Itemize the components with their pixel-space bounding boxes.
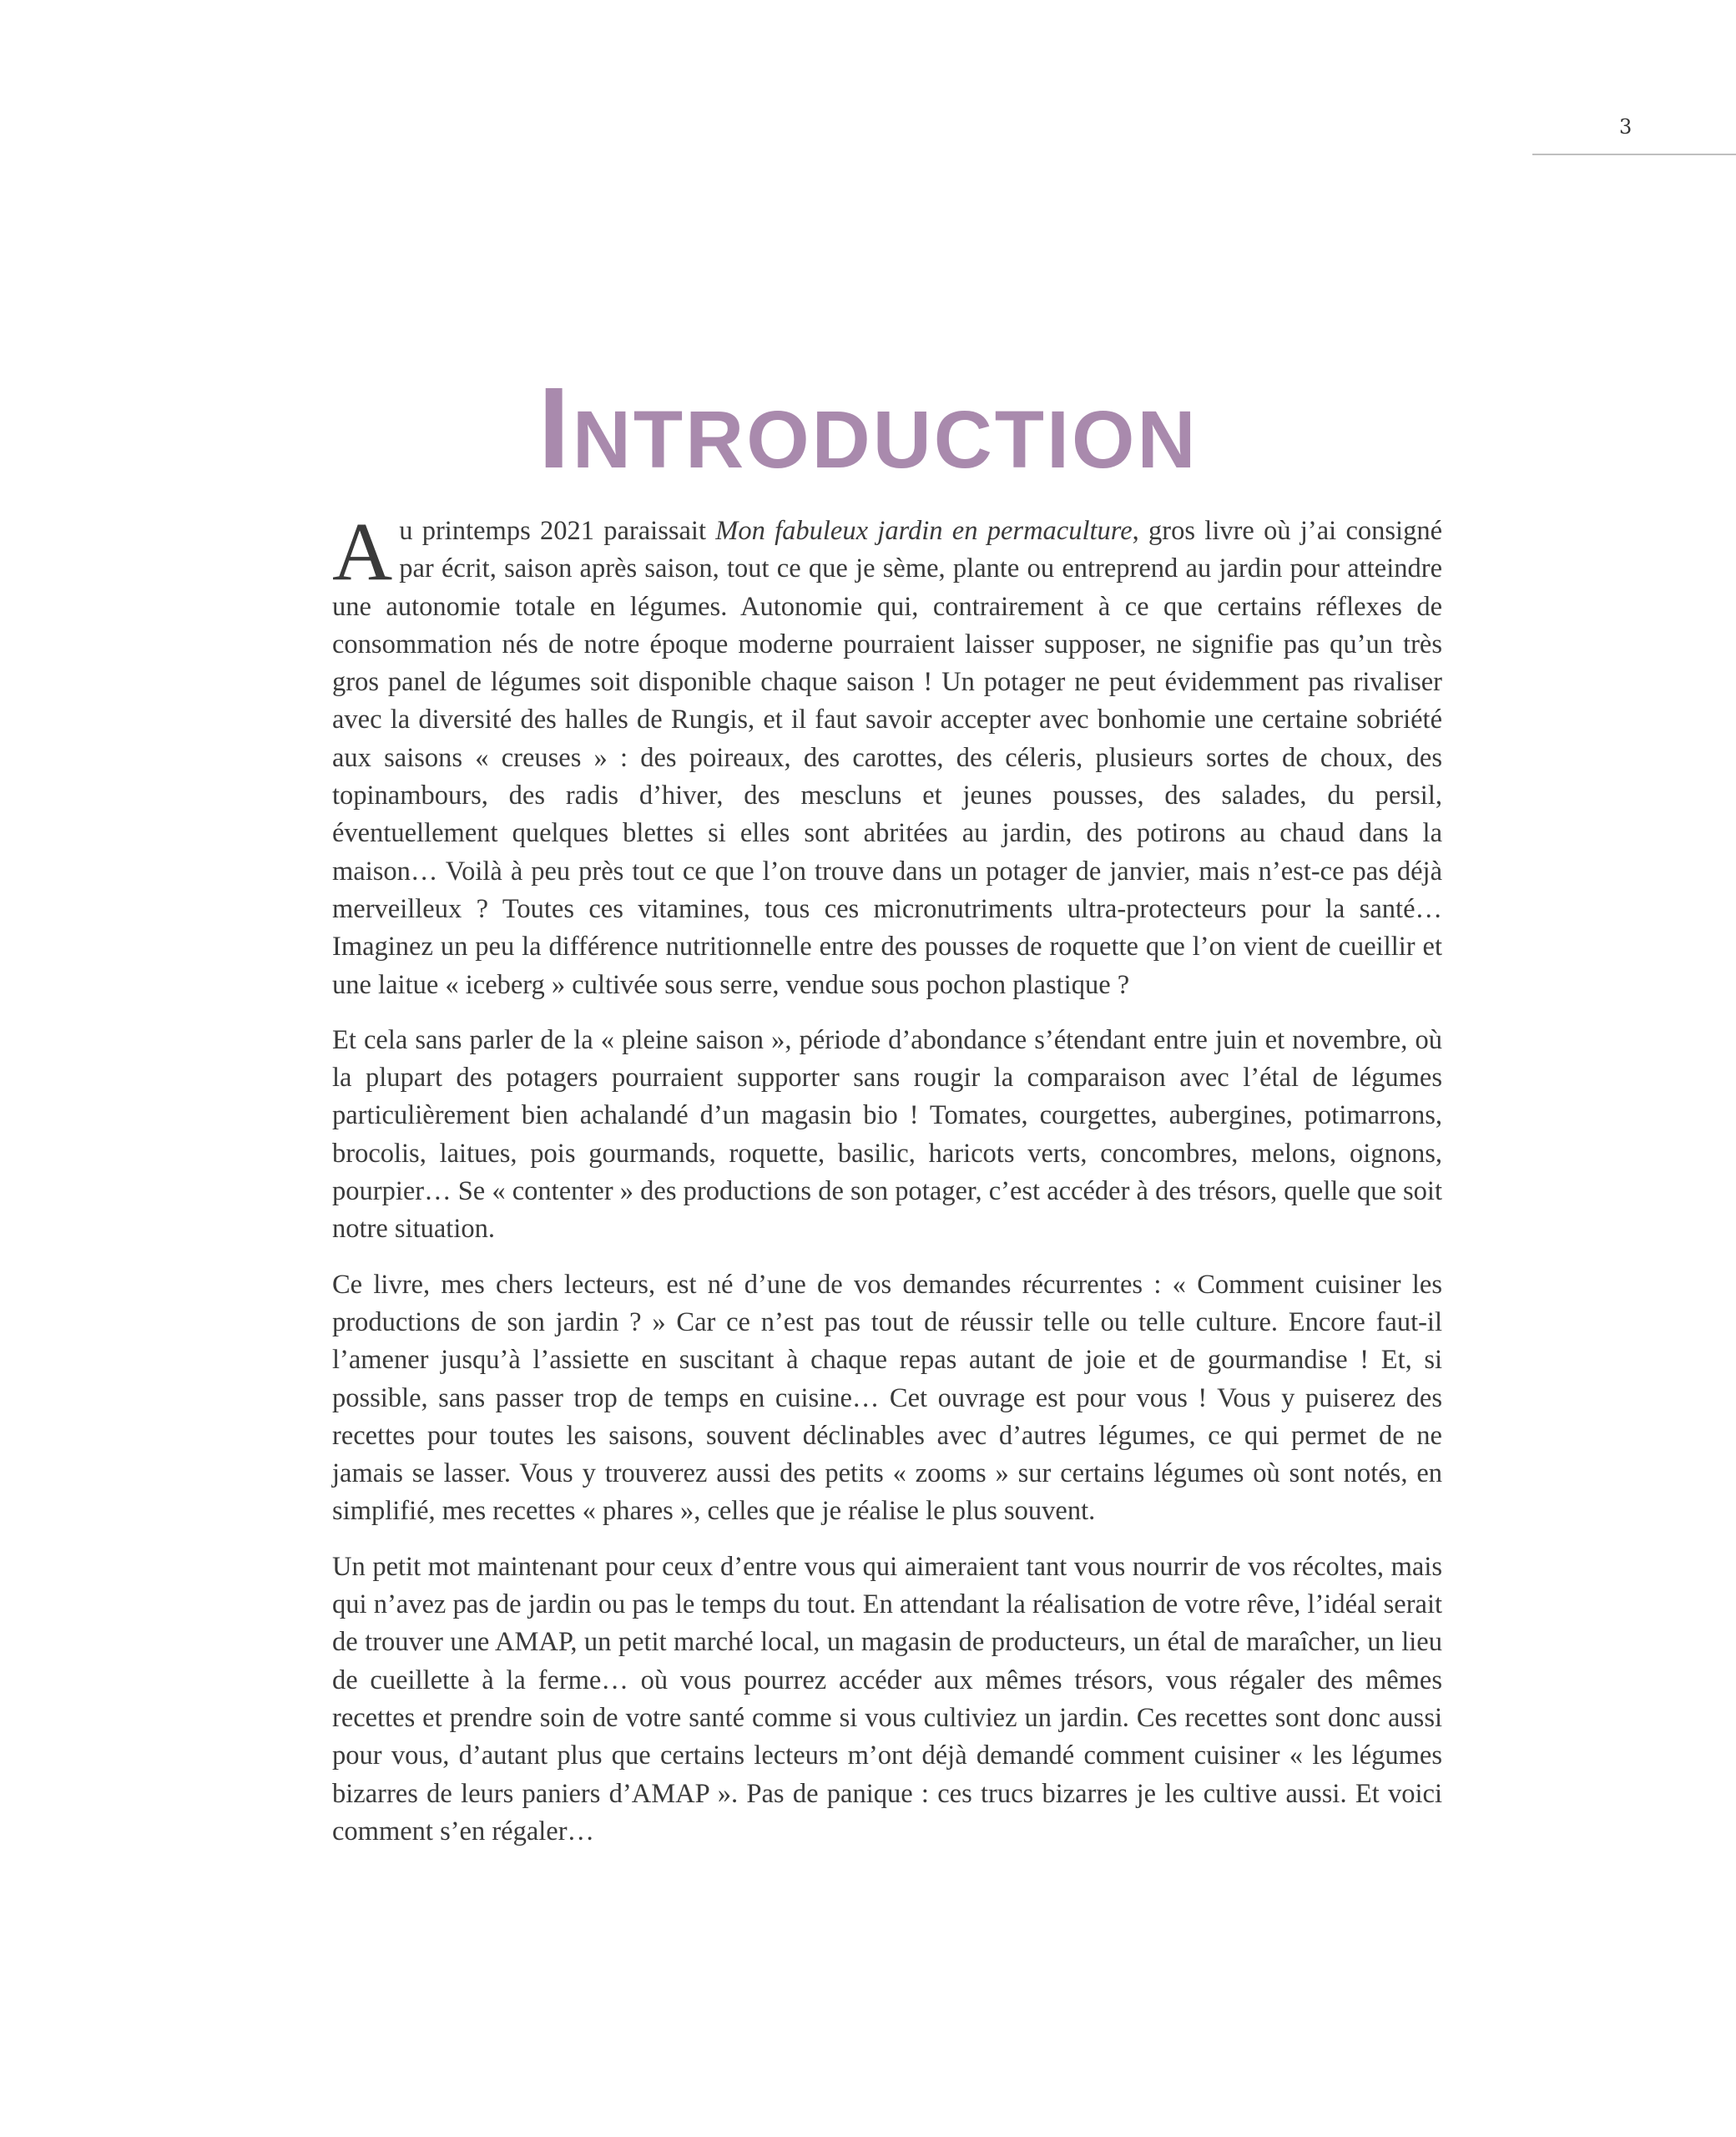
paragraph-1 bbox=[332, 505, 1442, 1004]
header-rule bbox=[1532, 154, 1736, 155]
book-title: Mon fabuleux jardin en permaculture bbox=[715, 516, 1133, 546]
page-title: Introduction bbox=[537, 364, 1199, 493]
drop-cap: A bbox=[332, 505, 393, 598]
body-text bbox=[332, 505, 1442, 1868]
page-number: 3 bbox=[1619, 115, 1633, 139]
paragraph-2: Et cela sans parler de la « pleine saison », période d’abondance s’étendant entre juin et novembre, où la plupart des potagers pourraient supporter sans rougir la comparaison avec l’étal de légumes particulièrement bien achalandé d’un magasin bio ! Tomates, courgettes, aubergines, potimarrons, brocolis, laitues, pois gourmands, roquette, basilic, haricots verts, concombres, melons, oignons, pourpier… Se « contenter » des productions de son potager, c’est accéder à des trésors, quelle que soit notre situation. bbox=[332, 1024, 1442, 1245]
paragraph-1-intro: u printemps 2021 paraissait bbox=[399, 516, 716, 546]
paragraph-1-rest: , gros livre où j’ai consigné par écrit, saison après saison, tout ce que je sème, plante ou entreprend au jardin pour atteindre une autonomie totale en légumes. Autonomie qui, contrairement à ce que certains réflexes de consommation nés de notre époque moderne pourraient laisser supposer, ne signifie pas qu’un très gros panel de légumes soit disponible chaque saison ! Un potager ne peut évidemment pas rivaliser avec la diversité des halles de Rungis, et il faut savoir accepter avec bonhomie une certaine sobriété aux saisons « creuses » : des poireaux, des carottes, des céleris, plusieurs sortes de choux, des topinambours, des radis d’hiver, des mescluns et jeunes pousses, des salades, du persil, éventuellement quelques blettes si elles sont abritées au jardin, des potirons au chaud dans la maison… Voilà à peu près tout ce que l’on trouve dans un potager de janvier, mais n’est-ce pas déjà merveilleux ? Toutes ces vitamines, tous ces micronutriments ultra-protecteurs pour la santé… Imaginez un peu la différence nutritionnelle entre des pousses de roquette que l’on vient de cueillir et une laitue « iceberg » cultivée sous serre, vendue sous pochon plastique ? bbox=[332, 516, 1442, 1000]
paragraph-4: Un petit mot maintenant pour ceux d’entre vous qui aimeraient tant vous nourrir de vos récoltes, mais qui n’avez pas de jardin ou pas le temps du tout. En attendant la réalisation de votre rêve, l’idéal serait de trouver une AMAP, un petit marché local, un magasin de producteurs, un étal de maraîcher, un lieu de cueillette à la ferme… où vous pourrez accéder aux mêmes trésors, vous régaler des mêmes recettes et prendre soin de votre santé comme si vous cultiviez un jardin. Ces recettes sont donc aussi pour vous, d’autant plus que certains lecteurs m’ont déjà demandé comment cuisiner « les légumes bizarres de leurs paniers d’AMAP ». Pas de panique : ces trucs bizarres je les cultive aussi. Et voici comment s’en régaler… bbox=[332, 1551, 1442, 1847]
paragraph-3: Ce livre, mes chers lecteurs, est né d’une de vos demandes récurrentes : « Comment cuisiner les productions de son jardin ? » Car ce n’est pas tout de réussir telle ou telle culture. Encore faut-il l’amener jusqu’à l’assiette en suscitant à chaque repas autant de joie et de gourmandise ! Et, si possible, sans passer trop de temps en cuisine… Cet ouvrage est pour vous ! Vous y puiserez des recettes pour toutes les saisons, souvent déclinables avec d’autres légumes, ce qui permet de ne jamais se lasser. Vous y trouverez aussi des petits « zooms » sur certains légumes où sont notés, en simplifié, mes recettes « phares », celles que je réalise le plus souvent. bbox=[332, 1269, 1442, 1527]
